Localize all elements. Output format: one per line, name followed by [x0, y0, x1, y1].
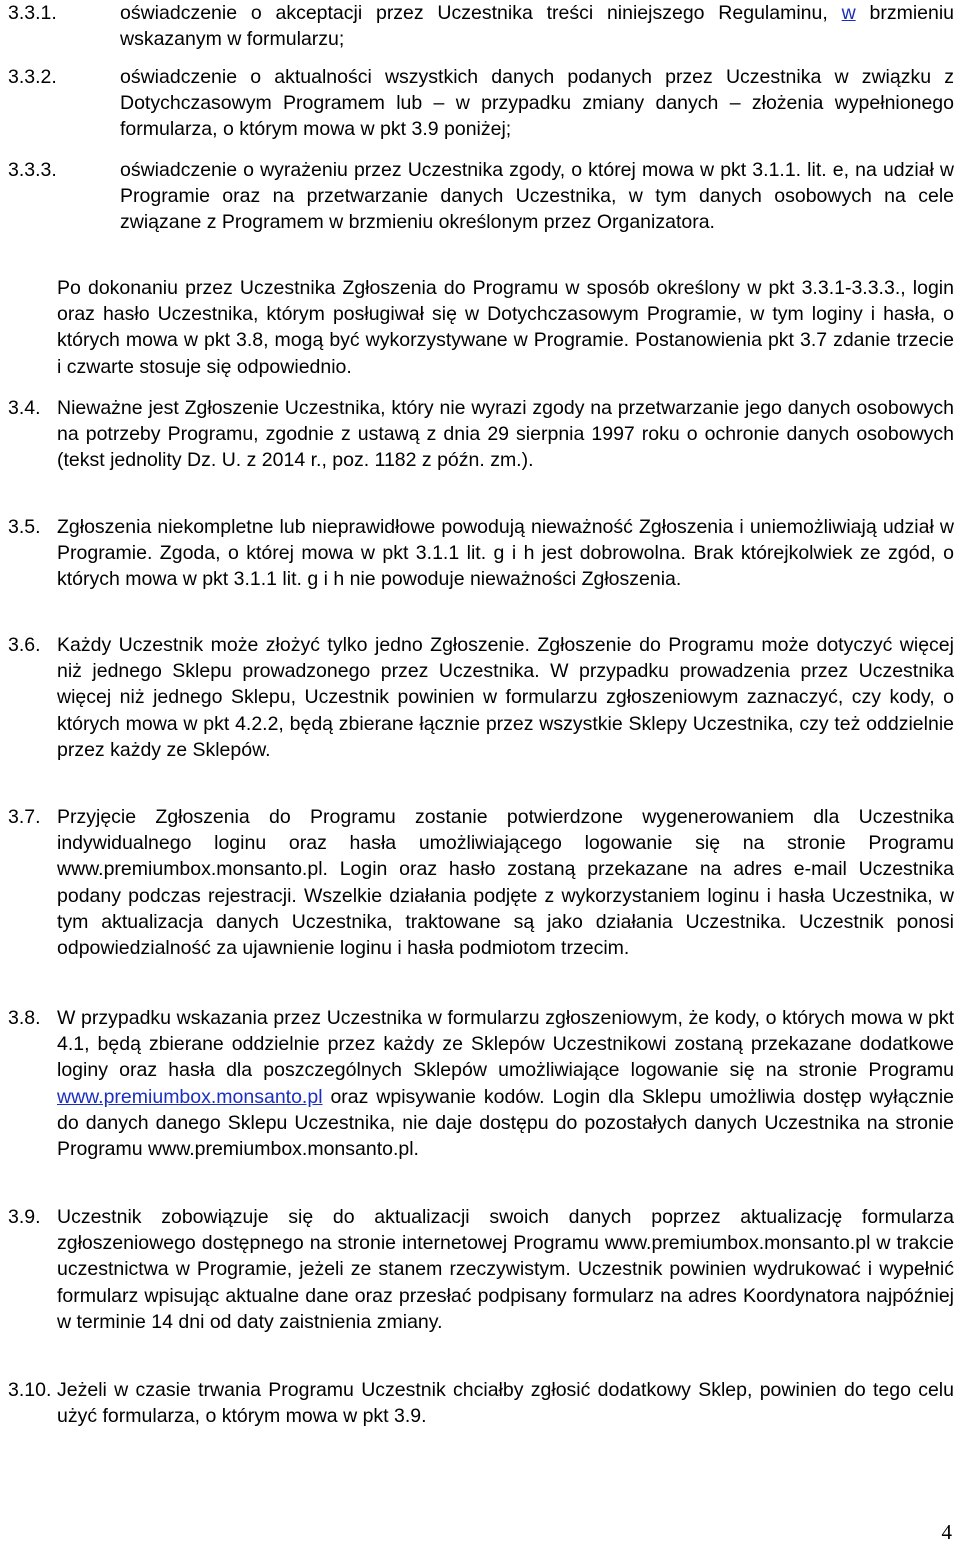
document-link[interactable]: w: [841, 2, 856, 24]
clause-3-10: [8, 1377, 954, 1429]
clause-text: [57, 1005, 954, 1162]
clause-3-8: [8, 1005, 954, 1162]
clause-text: Uczestnik zobowiązuje się do aktualizacji swoich danych poprzez aktualizację formularza zgłoszeniowego dostępnego na stronie internetowej Programu www.premiumbox.monsanto.pl w trakcie uczestnictwa w Programie, jeżeli ze stanem rzeczywistym. Uczestnik powinien wydrukować i wypełnić formularz wpisując aktualne dane oraz przesłać podpisany formularz na adres Koordynatora najpóźniej w terminie 14 dni od daty zaistnienia zmiany.: [57, 1206, 954, 1333]
clause-text: Jeżeli w czasie trwania Programu Uczestnik chciałby zgłosić dodatkowy Sklep, powinien do tego celu użyć formularza, o którym mowa w pkt 3.9.: [57, 1379, 954, 1428]
clause-text: [120, 0, 954, 52]
paragraph-login-info: Po dokonaniu przez Uczestnika Zgłoszenia do Programu w sposób określony w pkt 3.3.1-3.3.3., login oraz hasło Uczestnika, którym posługiwał się w Dotychczasowym Programie, w tym loginy i hasła, o których mowa w pkt 3.8, mogą być wykorzystywane w Programie. Postanowienia pkt 3.7 zdanie trzecie i czwarte stosuje się odpowiednio.: [57, 277, 954, 378]
clause-number: 3.4.: [8, 397, 41, 419]
clause-number: 3.9.: [8, 1206, 41, 1228]
clause-text-part: oświadczenie o akceptacji przez Uczestnika treści niniejszego Regulaminu,: [120, 2, 828, 24]
clause-text: Każdy Uczestnik może złożyć tylko jedno Zgłoszenie. Zgłoszenie do Programu może dotyczyć więcej niż jednego Sklepu prowadzonego przez Uczestnika. W przypadku prowadzenia przez Uczestnika więcej niż jednego Sklepu, Uczestnik powinien w formularzu zgłoszeniowym zaznaczyć, czy kody, o których mowa w pkt 4.2.2, będą zbierane łącznie przez wszystkie Sklepy Uczestnika, czy też oddzielnie przez każdy ze Sklepów.: [57, 634, 954, 761]
clause-3-6: [8, 632, 954, 763]
clause-number: 3.10.: [8, 1379, 52, 1401]
clause-3-4: [8, 395, 954, 474]
clause-3-7: [8, 804, 954, 961]
clause-3-3-1: [8, 0, 954, 52]
premiumbox-link[interactable]: www.premiumbox.monsanto.pl: [57, 1085, 323, 1108]
clause-3-5: [8, 514, 954, 593]
clause-3-3-2: [8, 64, 954, 143]
clause-number: 3.3.3.: [8, 159, 57, 181]
clause-text-part: brzmieniu wskazanym w formularzu;: [120, 2, 955, 51]
clause-3-3-3: [8, 157, 954, 236]
clause-text: Przyjęcie Zgłoszenia do Programu zostanie potwierdzone wygenerowaniem dla Uczestnika indywidualnego loginu oraz hasła umożliwiającego logowanie się na stronie Programu www.premiumbox.monsanto.pl. Login oraz hasło zostaną przekazane na adres e-mail Uczestnika podany podczas rejestracji. Wszelkie działania podjęte z wykorzystaniem loginu i hasła Uczestnika, w tym aktualizacja danych Uczestnika, traktowane są jako działania Uczestnika. Uczestnik ponosi odpowiedzialność za ujawnienie loginu i hasła podmiotom trzecim.: [57, 806, 954, 960]
page-number: 4: [941, 1520, 952, 1544]
clause-text-part: oraz wpisywanie kodów. Login dla Sklepu umożliwia dostęp wyłącznie do danych danego Sklepu Uczestnika, nie daje dostępu do pozostałych danych Uczestnika na stronie Programu www.premiumbox.monsanto.pl.: [57, 1085, 954, 1161]
clause-number: 3.3.2.: [8, 66, 57, 88]
clause-3-9: [8, 1204, 954, 1335]
clause-text: Nieważne jest Zgłoszenie Uczestnika, który nie wyrazi zgody na przetwarzanie jego danych osobowych na potrzeby Programu, zgodnie z ustawą z dnia 29 sierpnia 1997 roku o ochronie danych osobowych (tekst jednolity Dz. U. z 2014 r., poz. 1182 z późn. zm.).: [57, 397, 954, 472]
clause-text: Zgłoszenia niekompletne lub nieprawidłowe powodują nieważność Zgłoszenia i uniemożliwiają udział w Programie. Zgoda, o której mowa w pkt 3.1.1 lit. g i h jest dobrowolna. Brak którejkolwiek ze zgód, o których mowa w pkt 3.1.1 lit. g i h nie powoduje nieważności Zgłoszenia.: [57, 516, 954, 591]
clause-text: oświadczenie o wyrażeniu przez Uczestnika zgody, o której mowa w pkt 3.1.1. lit. e, na udział w Programie oraz na przetwarzanie danych Uczestnika, w tym danych osobowych na cele związane z Programem w brzmieniu określonym przez Organizatora.: [120, 159, 954, 234]
clause-number: 3.3.1.: [8, 2, 57, 24]
clause-text: oświadczenie o aktualności wszystkich danych podanych przez Uczestnika w związku z Dotychczasowym Programem lub – w przypadku zmiany danych – złożenia wypełnionego formularza, o którym mowa w pkt 3.9 poniżej;: [120, 66, 954, 141]
clause-number: 3.5.: [8, 516, 41, 538]
clause-number: 3.7.: [8, 806, 41, 828]
clause-text-part: W przypadku wskazania przez Uczestnika w formularzu zgłoszeniowym, że kody, o których mowa w pkt 4.1, będą zbierane oddzielnie przez każdy ze Sklepów Uczestnikowi zostaną przekazane dodatkowe loginy oraz hasła dla poszczególnych Sklepów umożliwiające logowanie się na stronie Programu: [57, 1007, 954, 1082]
clause-number: 3.6.: [8, 634, 41, 656]
clause-number: 3.8.: [8, 1007, 41, 1029]
